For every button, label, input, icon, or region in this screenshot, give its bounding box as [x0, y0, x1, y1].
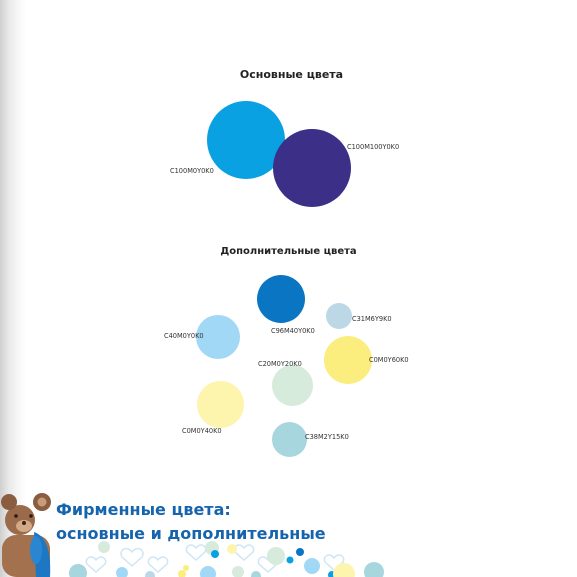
extra-color-swatch-pale-yellow	[197, 381, 244, 428]
extra-color-swatch-aqua	[272, 422, 307, 457]
extra-color-swatch-yellow	[324, 336, 372, 384]
extra-color-code-blue: C96M40Y0K0	[271, 327, 315, 335]
page-title-line-1: Фирменные цвета:	[56, 500, 231, 519]
extra-color-code-aqua: C38M2Y15K0	[305, 433, 349, 441]
extra-color-swatch-pale-green	[272, 365, 313, 406]
extra-color-code-light-blue: C40M0Y0K0	[164, 332, 204, 340]
bubble-pattern	[69, 541, 384, 577]
teddy-bear-illustration	[1, 493, 51, 577]
extra-colors-heading: Дополнительные цвета	[220, 246, 357, 257]
extra-color-code-pale-green: C20M0Y20K0	[258, 360, 302, 368]
main-color-code-violet: C100M100Y0K0	[347, 143, 400, 151]
main-color-code-cyan: C100M0Y0K0	[170, 167, 214, 175]
extra-color-code-pale-yellow: C0M0Y40K0	[182, 427, 222, 435]
extra-color-code-yellow: C0M0Y60K0	[369, 356, 409, 364]
extra-color-swatch-blue	[257, 275, 305, 323]
extra-color-swatch-grey-blue	[326, 303, 352, 329]
main-colors-heading: Основные цвета	[239, 68, 344, 81]
page-title-line-2: основные и дополнительные	[56, 524, 326, 543]
extra-color-code-grey-blue: C31M6Y9K0	[352, 315, 392, 323]
main-color-swatch-violet	[273, 129, 351, 207]
